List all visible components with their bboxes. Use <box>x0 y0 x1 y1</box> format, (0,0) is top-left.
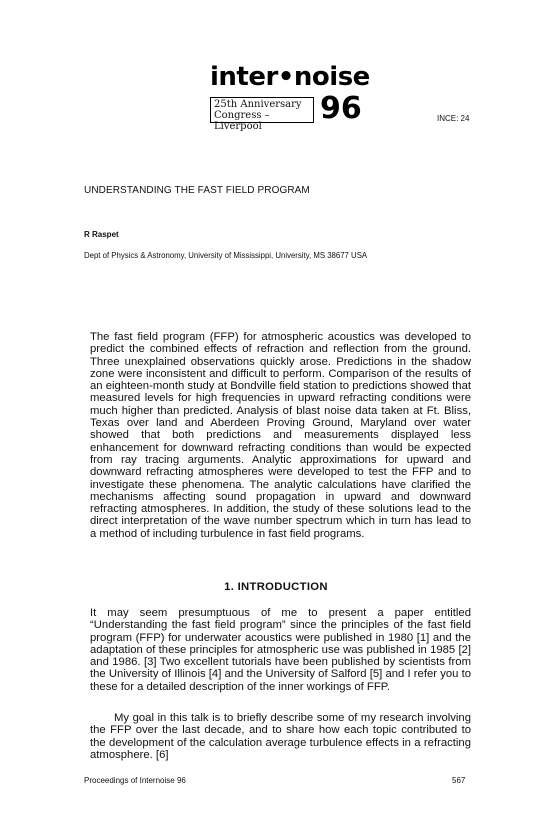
paper-title: UNDERSTANDING THE FAST FIELD PROGRAM <box>84 185 310 196</box>
logo-wordmark: inter•noise <box>210 62 370 92</box>
abstract-paragraph: The fast field program (FFP) for atmospheric acoustics was developed to predict the combined effects of refraction and reflection from the ground. Three unexplained observations quickly arose. Predictions in the shadow zone were inconsistent and difficult to perform. Comparison of the results of an eighteen-month study at Bondville field station to predictions showed that measured levels for high frequencies in upward refracting conditions were much higher than predicted. Analysis of blast noise data taken at Ft. Bliss, Texas over land and Aberdeen Proving Ground, Maryland over water showed that both predictions and measurements displayed less enhancement for downward refracting conditions than would be expected from ray tracing arguments. Analytic approximations for upward and downward refracting atmospheres were developed to test the FFP and to investigate these phenomena. The analytic calculations have clarified the mechanisms affecting sound propagation in upward and downward refracting atmospheres. In addition, the study of these solutions lead to the direct interpretation of the wave number spectrum which in turn has lead to a method of including turbulence in fast field programs. <box>90 331 471 540</box>
footer-proceedings: Proceedings of Internoise 96 <box>84 776 186 785</box>
footer-page-number: 567 <box>452 776 466 785</box>
logo-anniversary-box <box>210 97 314 132</box>
logo-box-line1: 25th Anniversary <box>214 99 302 110</box>
intro-paragraph-2: My goal in this talk is to briefly describe some of my research involving the FFP over the last decade, and to share how each topic contributed to the development of the calculation average turbulence effects in a refracting atmosphere. [6] <box>90 712 471 761</box>
paper-id: INCE: 24 <box>437 114 470 123</box>
section-heading: 1. INTRODUCTION <box>224 581 328 593</box>
author-name: R Raspet <box>84 230 119 239</box>
author-affiliation: Dept of Physics & Astronomy, University of Mississippi, University, MS 38677 USA <box>84 251 368 260</box>
logo-year: 96 <box>320 91 362 126</box>
congress-logo <box>210 62 370 130</box>
logo-box-line2: Congress – Liverpool <box>214 110 270 132</box>
intro-paragraph-1: It may seem presumptuous of me to present a paper entitled “Understanding the fast field program” since the principles of the fast field program (FFP) for underwater acoustics were published in 1980 [1] and the adaptation of these principles for atmospheric use was published in 1985 [2] and 1986. [3] Two excellent tutorials have been published by scientists from the University of Illinois [4] and the University of Salford [5] and I refer you to these for a detailed description of the inner workings of FFP. <box>90 607 471 693</box>
